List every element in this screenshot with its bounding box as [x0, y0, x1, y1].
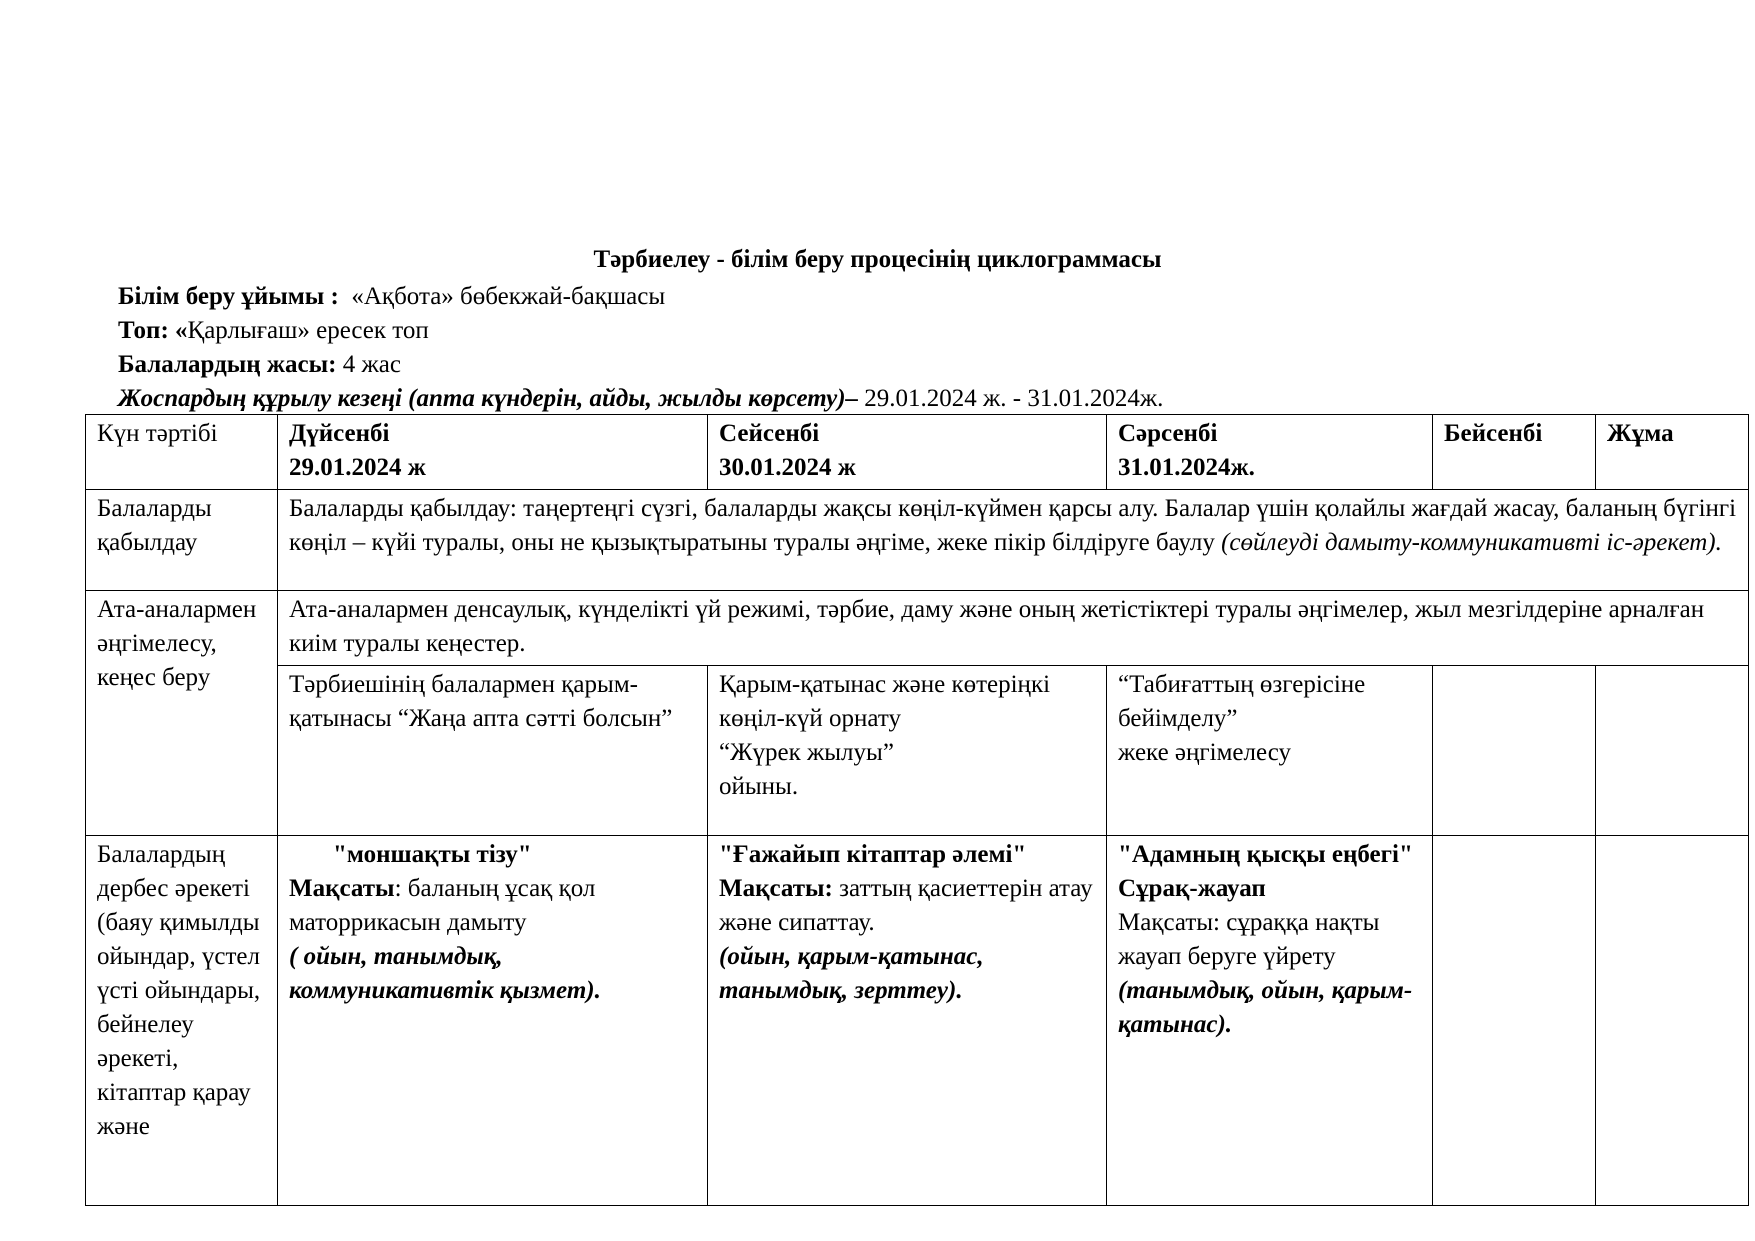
tuesday-name: Сейсенбі	[719, 420, 820, 447]
tuesday-date: 30.01.2024 ж	[719, 454, 856, 481]
activity-monday-goal: : баланың ұсақ қол маторрикасын дамыту	[289, 875, 596, 936]
wednesday-name: Сәрсенбі	[1118, 420, 1218, 447]
activity-monday-title: "моншақты тізу"	[333, 841, 532, 868]
activity-label-cell	[86, 836, 278, 1206]
table-row-parents-days	[86, 666, 1749, 836]
activity-friday-cell	[1596, 836, 1749, 1206]
age-line	[118, 350, 401, 380]
group-label: Топ: «	[118, 317, 188, 344]
table-row-parents-common	[86, 591, 1749, 666]
parents-common-cell	[278, 591, 1749, 666]
reception-label: Балаларды қабылдау	[97, 495, 212, 556]
parents-thursday-cell	[1433, 666, 1596, 836]
monday-name: Дүйсенбі	[289, 420, 390, 447]
activity-tuesday-goal: заттың қасиеттерін атау және сипаттау.	[719, 875, 1093, 936]
header-cell-tuesday	[708, 415, 1107, 490]
reception-text-cell	[278, 490, 1749, 591]
header-cell-schedule	[86, 415, 278, 490]
header-cell-wednesday	[1107, 415, 1433, 490]
parents-friday-cell	[1596, 666, 1749, 836]
activity-monday-note: ( ойын, танымдық, коммуникативтік қызмет).	[289, 943, 601, 1004]
header-schedule-label: Күн тәртібі	[97, 420, 218, 447]
wednesday-date: 31.01.2024ж.	[1118, 454, 1255, 481]
activity-wednesday-goal: Мақсаты: сұраққа нақты жауап беруге үйрету	[1118, 909, 1380, 970]
activity-thursday-cell	[1433, 836, 1596, 1206]
organization-label: Білім беру ұйымы :	[118, 283, 339, 310]
period-line	[118, 384, 1163, 414]
monday-date: 29.01.2024 ж	[289, 454, 426, 481]
parents-tuesday-line-1: Қарым-қатынас және көтеріңкі көңіл-күй орнату	[719, 671, 1051, 732]
group-value: Қарлығаш» ересек топ	[187, 317, 429, 344]
parents-label: Ата-аналармен әңгімелесу, кеңес беру	[97, 596, 257, 691]
age-value: 4 жас	[342, 351, 401, 378]
table-header-row	[86, 415, 1749, 490]
parents-tuesday-line-2: “Жүрек жылуы”	[719, 739, 894, 766]
cyclogram-table	[85, 414, 1749, 1206]
activity-monday-cell	[278, 836, 708, 1206]
activity-tuesday-goal-label: Мақсаты:	[719, 875, 833, 902]
table-row-reception	[86, 490, 1749, 591]
reception-text: Балаларды қабылдау: таңертеңгі сүзгі, балаларды жақсы көңіл-күймен қарсы алу. Балалар үшін қолайлы жағдай жасау, баланың бүгінгі көңіл – күйі туралы, оны не қызықтыратыны туралы әңгіме, жеке пікір білдіруге баулу	[289, 495, 1737, 556]
activity-wednesday-cell	[1107, 836, 1433, 1206]
header-cell-monday	[278, 415, 708, 490]
group-line	[118, 316, 429, 346]
header-cell-thursday	[1433, 415, 1596, 490]
age-label: Балалардың жасы:	[118, 351, 337, 378]
activity-tuesday-cell	[708, 836, 1107, 1206]
parents-wednesday-line-1: “Табиғаттың өзгерісіне бейімделу”	[1118, 671, 1366, 732]
period-label: Жоспардың құрылу кезеңі (апта күндерін, айды, жылды көрсету)–	[118, 385, 859, 412]
activity-tuesday-title: "Ғажайып кітаптар әлемі"	[719, 841, 1027, 868]
activity-label: Балалардың дербес әрекеті (баяу қимылды ойындар, үстел үсті ойындары, бейнелеу әрекеті, кітаптар қарау және	[97, 841, 261, 1140]
parents-monday-text: Тәрбиешінің балалармен қарым-қатынасы “Жаңа апта сәтті болсын”	[289, 671, 673, 732]
activity-wednesday-title: "Адамның қысқы еңбегі"	[1118, 841, 1413, 868]
period-value: 29.01.2024 ж. - 31.01.2024ж.	[864, 385, 1164, 412]
reception-note: (сөйлеуді дамыту-коммуникативті іс-әрекет).	[1221, 529, 1722, 556]
activity-monday-goal-label: Мақсаты	[289, 875, 395, 902]
thursday-name: Бейсенбі	[1444, 420, 1543, 447]
parents-common-text: Ата-аналармен денсаулық, күнделікті үй режимі, тәрбие, даму және оның жетістіктері туралы әңгімелер, жыл мезгілдеріне арналған киім туралы кеңестер.	[289, 596, 1705, 657]
activity-wednesday-note: (танымдық, ойын, қарым-қатынас).	[1118, 977, 1413, 1038]
parents-monday-cell	[278, 666, 708, 836]
activity-wednesday-subtitle: Сұрақ-жауап	[1118, 875, 1266, 902]
organization-value: «Ақбота» бөбекжай-бақшасы	[351, 283, 666, 310]
parents-tuesday-line-3: ойыны.	[719, 773, 799, 800]
activity-tuesday-note: (ойын, қарым-қатынас, танымдық, зерттеу).	[719, 943, 984, 1004]
reception-label-cell	[86, 490, 278, 591]
friday-name: Жұма	[1607, 420, 1674, 447]
parents-wednesday-cell	[1107, 666, 1433, 836]
parents-tuesday-cell	[708, 666, 1107, 836]
page-title: Тәрбиелеу - білім беру процесінің циклограммасы	[593, 246, 1162, 273]
table-row-activity	[86, 836, 1749, 1206]
parents-label-cell	[86, 591, 278, 836]
parents-wednesday-line-2: жеке әңгімелесу	[1118, 739, 1291, 766]
organization-line	[118, 282, 665, 312]
header-cell-friday	[1596, 415, 1749, 490]
